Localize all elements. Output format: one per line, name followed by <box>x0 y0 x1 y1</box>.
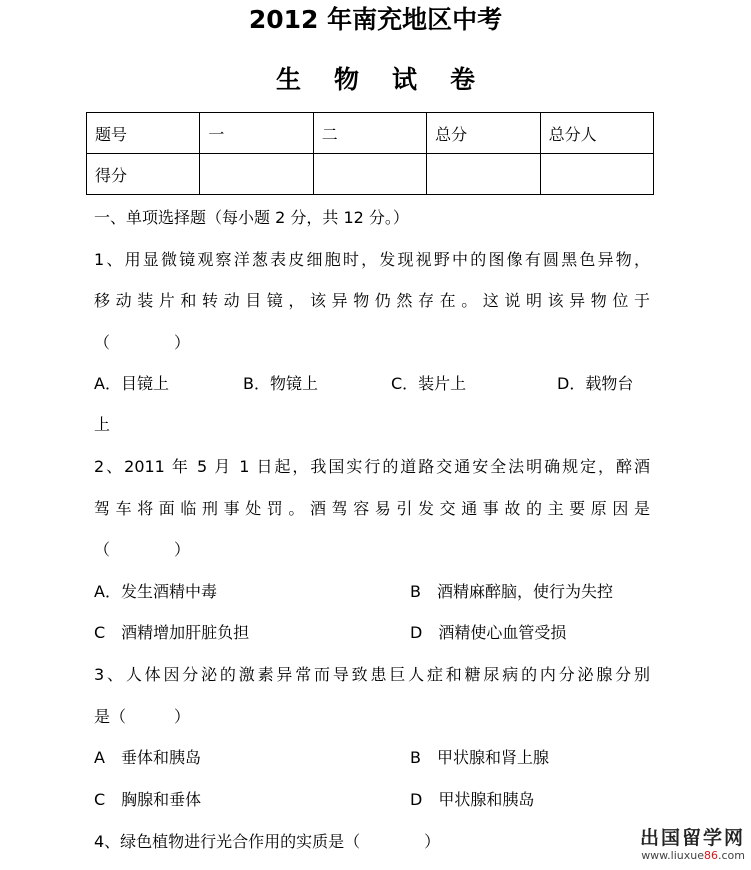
question-2-line-1: 2、2011 年 5 月 1 日起，我国实行的道路交通安全法明确规定，醉酒 <box>94 457 650 476</box>
question-3-option-b: B 甲状腺和肾上腺 <box>410 748 549 767</box>
score-table-score-row <box>87 154 654 195</box>
question-2-option-b: B 酒精麻醉脑，使行为失控 <box>410 582 613 601</box>
question-1-blank: （ ） <box>94 333 191 352</box>
watermark-url <box>640 849 745 862</box>
question-3-line-2: 是（ ） <box>94 707 191 726</box>
question-3-option-c: C 胸腺和垂体 <box>94 790 202 809</box>
question-3-option-a: A 垂体和胰岛 <box>94 748 201 767</box>
section-heading: 一、单项选择题（每小题 2 分，共 12 分。） <box>94 208 409 227</box>
question-2-option-c: C 酒精增加肝脏负担 <box>94 623 250 642</box>
question-2-blank: （ ） <box>94 540 191 559</box>
question-1-option-c: C．装片上 <box>391 374 467 393</box>
score-table <box>86 112 654 195</box>
score-table-header: 一 <box>200 113 313 154</box>
question-3-line-1: 3、人体因分泌的激素异常而导致患巨人症和糖尿病的内分泌腺分别 <box>94 665 650 684</box>
watermark-url-number: 86 <box>704 849 718 862</box>
site-watermark <box>640 827 745 862</box>
question-4-line-1: 4、绿色植物进行光合作用的实质是（ ） <box>94 832 441 851</box>
score-table-header: 二 <box>313 113 426 154</box>
question-1-option-d-wrap: 上 <box>94 415 111 434</box>
question-1-option-d: D．载物台 <box>557 374 634 393</box>
watermark-url-prefix: www.liuxue <box>641 849 704 862</box>
question-1-option-a: A．目镜上 <box>94 374 169 393</box>
exam-title: 2012 年南充地区中考 <box>248 5 503 34</box>
score-cell <box>200 154 313 195</box>
exam-subtitle: 生物试卷 <box>275 65 508 94</box>
score-row-label: 得分 <box>87 154 200 195</box>
score-cell <box>313 154 426 195</box>
question-3-option-d: D 甲状腺和胰岛 <box>410 790 535 809</box>
score-cell <box>427 154 540 195</box>
question-1-line-2: 移动装片和转动目镜，该异物仍然存在。这说明该异物位于 <box>94 291 650 310</box>
question-2-option-a: A．发生酒精中毒 <box>94 582 217 601</box>
score-table-header: 总分人 <box>540 113 653 154</box>
score-table-header: 总分 <box>427 113 540 154</box>
question-1-line-1: 1、用显微镜观察洋葱表皮细胞时，发现视野中的图像有圆黑色异物， <box>94 250 650 269</box>
score-table-header-row <box>87 113 654 154</box>
score-cell <box>540 154 653 195</box>
watermark-url-suffix: .com <box>718 849 745 862</box>
score-table-header: 题号 <box>87 113 200 154</box>
question-2-line-2: 驾车将面临刑事处罚。酒驾容易引发交通事故的主要原因是 <box>94 499 650 518</box>
question-1-option-b: B．物镜上 <box>243 374 318 393</box>
watermark-site-name: 出国留学网 <box>639 827 745 849</box>
question-2-option-d: D 酒精使心血管受损 <box>410 623 567 642</box>
